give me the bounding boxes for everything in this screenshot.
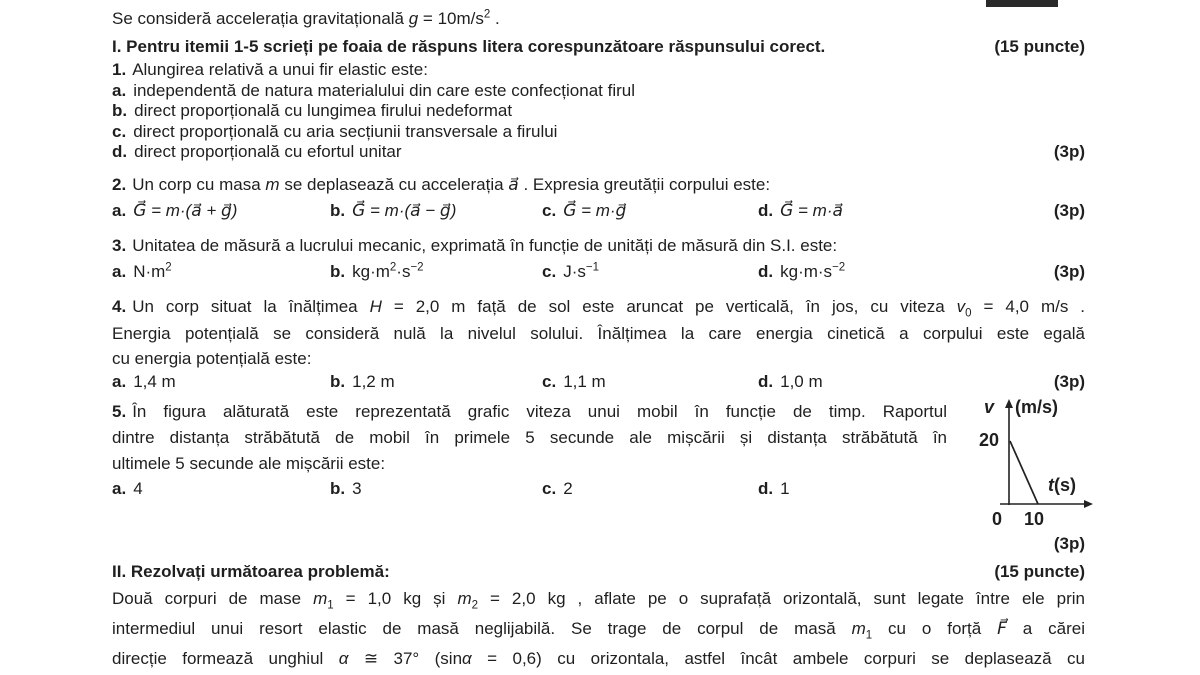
question-4-stem-line3: cu energia potențială este: (112, 348, 312, 368)
v-axis-arrow (1005, 399, 1013, 408)
t-axis-arrow (1084, 500, 1093, 508)
intro-text: Se consideră accelerația gravitațională (112, 9, 409, 28)
question-3-option-d: d. $kg\cdot m\cdot s^{-2}$ (758, 260, 846, 281)
problem-line3: direcție formează unghiul α ≅ 37° (sinα = 0,6) cu orizontala, astfel încât ambele corpuri se deplasează cu (112, 648, 1085, 668)
question-5-option-c: c. 2 (542, 478, 573, 498)
question-5-stem-line3: ultimele 5 secunde ale mișcării este: (112, 453, 386, 473)
question-2-option-c: c. G⃗ = m·g⃗ (542, 200, 627, 220)
question-4-options (112, 370, 1085, 393)
question-2-option-d: d. G⃗ = m·a⃗ (758, 200, 843, 220)
graph-axes (982, 397, 1094, 569)
section1-header (112, 35, 1085, 59)
var-m1: m (851, 618, 866, 638)
intro-line: Se consideră accelerația gravitațională $g = 10m/s^2$ . (112, 8, 500, 28)
question-2-points: (3p) (1053, 200, 1085, 220)
question-5 (112, 396, 1085, 555)
question-4-stem-line1: 4. Un corp situat la înălțimea H = 2,0 m față de sol este aruncat pe verticală, în jos, cu viteza $v_0 = 4,0$ m/s . (112, 296, 1086, 320)
var-g: g (408, 9, 419, 28)
question-1-option-d: d. direct proporțională cu efortul unitar (3p) (112, 142, 1085, 162)
question-1-points: (3p) (1053, 142, 1085, 162)
question-3-option-a: a. $N\cdot m^2$ (112, 260, 172, 281)
y-tick-label: 20 (979, 429, 1000, 450)
problem-line1: Două corpuri de mase $m_1 = 1,0$ kg și $m_2 = 2,0$ kg , aflate pe o suprafață orizontală, sunt legate între ele prin (112, 588, 1085, 612)
question-2-options (112, 197, 1085, 224)
var-v0: v (956, 296, 966, 316)
question-5-text (112, 399, 947, 501)
question-2-stem: 2. Un corp cu masa m se deplasează cu accelerația a⃗ . Expresia greutății corpului este: (112, 174, 771, 194)
v-axis-unit: (m/s) (1015, 396, 1059, 417)
question-5-points: (3p) (1053, 533, 1085, 553)
var-m1: m (313, 588, 328, 608)
v-axis-label: v (984, 396, 995, 417)
scan-artifact-bar (986, 0, 1058, 7)
question-3-stem: 3. Unitatea de măsură a lucrului mecanic, exprimată în funcție de unități de măsură din S.I. este: (112, 235, 838, 255)
section2-header (112, 560, 1085, 584)
origin-label: 0 (992, 508, 1003, 529)
var-F-vector: F⃗ (997, 618, 1007, 638)
question-1-option-a: a. independentă de natura materialului din care este confecționat firul (112, 81, 636, 100)
question-4-option-c: c. 1,1 m (542, 371, 606, 391)
t-axis-label: t(s) (1048, 474, 1076, 495)
problem-line2: intermediul unui resort elastic de masă neglijabilă. Se trage de corpul de masă $m_1$ cu o forță F⃗ a cărei (112, 618, 1086, 642)
question-4-option-b: b. 1,2 m (330, 371, 395, 391)
var-m2: m (457, 588, 472, 608)
question-5-option-a: a. 4 (112, 478, 143, 498)
question-3-option-b: b. $kg\cdot m^2\cdot s^{-2}$ (330, 260, 424, 281)
var-H: H (369, 296, 382, 316)
question-4-stem-line2: Energia potențială se consideră nulă la nivelul solului. Înălțimea la care energia cinetică a corpului este egală (112, 323, 1085, 343)
question-2-option-b: b. G⃗ = m·(a⃗ − g⃗) (330, 200, 457, 220)
var-alpha: α (462, 648, 472, 668)
question-1-option-b: b. direct proporțională cu lungimea firului nedeformat (112, 101, 513, 121)
question-1-option-c: c. direct proporțională cu aria secțiunii transversale a firului (112, 121, 558, 141)
question-3-option-c: c. $J\cdot s^{-1}$ (542, 260, 599, 281)
var-a-vector: a⃗ (508, 174, 519, 194)
section2-title: II. Rezolvați următoarea problemă: (112, 561, 390, 581)
question-4-points: (3p) (1053, 371, 1085, 391)
question-4-option-a: a. 1,4 m (112, 371, 176, 391)
question-5-stem-line1: 5. În figura alăturată este reprezentată grafic viteza unui mobil în funcție de timp. Raportul (112, 401, 947, 421)
question-2-option-a: a. G⃗ = m·(a⃗ + g⃗) (112, 200, 238, 220)
question-5-stem-line2: dintre distanța străbătută de mobil în primele 5 secunde ale mișcării și distanța străbătută în (112, 427, 947, 447)
section1-title: I. Pentru itemii 1-5 scrieți pe foaia de răspuns litera corespunzătoare răspunsului corect. (112, 37, 826, 56)
x-tick-label: 10 (1024, 508, 1045, 529)
question-1-stem: 1. Alungirea relativă a unui fir elastic este: (112, 60, 428, 79)
question-3-options (112, 258, 1085, 285)
question-4-option-d: d. 1,0 m (758, 371, 823, 391)
question-3-points: (3p) (1053, 261, 1085, 281)
question-5-option-b: b. 3 (330, 478, 362, 498)
var-alpha: α (338, 648, 349, 668)
question-5-option-d: d. 1 (758, 478, 790, 498)
var-m: m (265, 174, 280, 194)
section1-points: (15 puncte) (994, 37, 1085, 56)
velocity-line (1010, 441, 1038, 504)
section2-points: (15 puncte) (994, 561, 1085, 581)
velocity-time-graph (979, 396, 1094, 569)
question-5-options (112, 477, 947, 501)
